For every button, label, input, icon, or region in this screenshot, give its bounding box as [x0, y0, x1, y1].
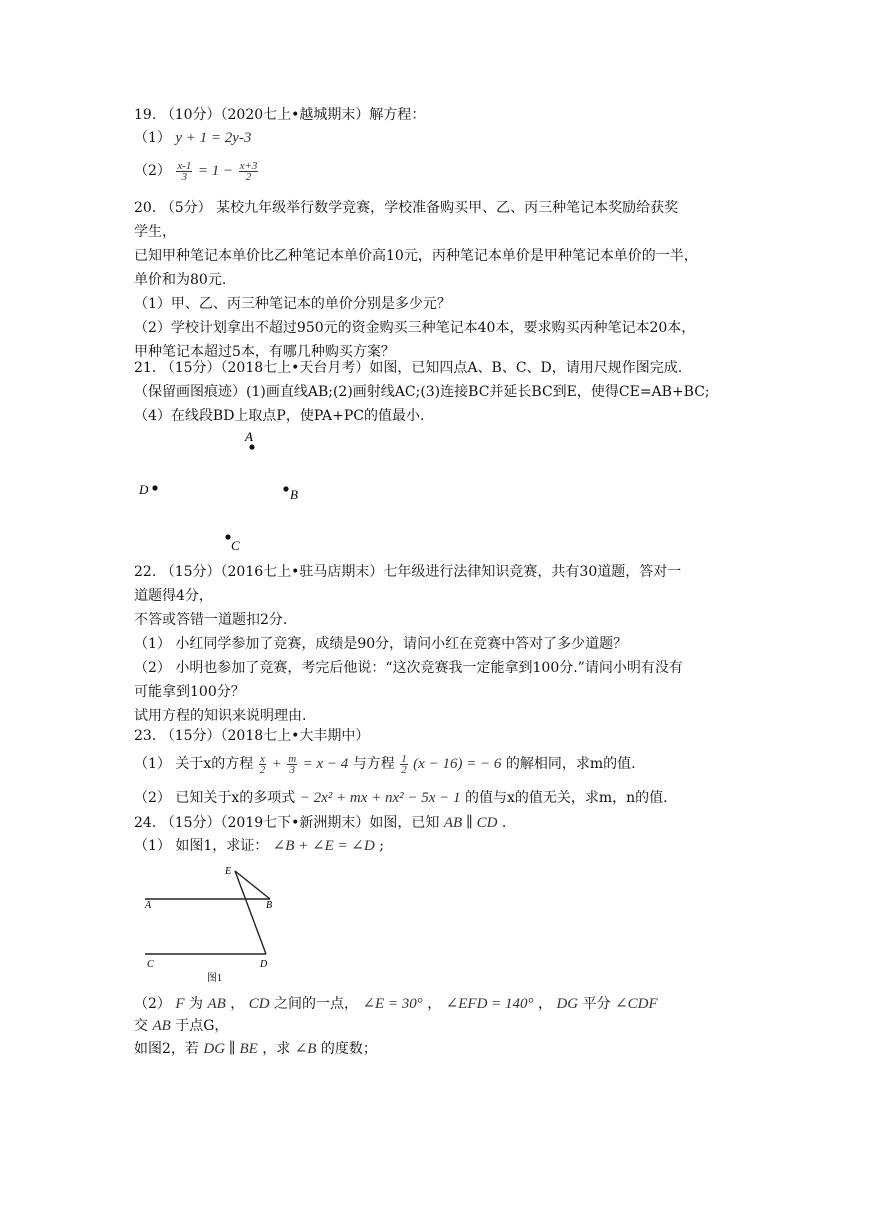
fig1-caption: 图1 — [207, 973, 222, 984]
q24-p2-b: 为 — [189, 996, 203, 1012]
q23-f2-den: 3 — [289, 763, 295, 776]
q22-line4: （1） 小红同学参加了竞赛，成绩是90分，请问小红在竞赛中答对了多少道题？ — [134, 636, 628, 652]
q20-line3: 已知甲种笔记本单价比乙种笔记本单价高10元，丙种笔记本单价是甲种笔记本单价的一半， — [134, 248, 698, 264]
q19-part1-label: （1） — [134, 130, 171, 146]
q20-line7: 甲种笔记本超过5本，有哪几种购买方案？ — [134, 344, 395, 360]
fig1-label-c: C — [147, 959, 154, 970]
q23-part1 — [134, 751, 636, 777]
q23-equation-1-rhs: = x − 4 — [302, 756, 349, 772]
q19-header: 19. （10分）（2020七上•越城期末）解方程： — [134, 107, 426, 123]
q24-p3-ab: AB — [152, 1018, 171, 1034]
q21-line2: （保留画图痕迹）(1)画直线AB;(2)画射线AC;(3)连接BC并延长BC到E，使得CE=AB+BC; — [134, 384, 710, 400]
point-b-dot — [283, 486, 288, 491]
q23-part1-text-a: （1） 关于x的方程 — [134, 756, 254, 772]
q23-plus: + — [271, 756, 282, 772]
q23-part2-text-b: 的值与x的值无关，求m，n的值. — [465, 790, 668, 806]
q19-frac2-num: x+3 — [239, 159, 258, 172]
q19-frac1-den: 3 — [181, 170, 188, 183]
q20-line4: 单价和为80元. — [134, 272, 227, 288]
q23-part2 — [134, 788, 668, 808]
q24-part1-end: ; — [379, 838, 384, 854]
q24-p2-f: ， — [538, 996, 553, 1012]
q19-frac1-num: x-1 — [177, 159, 192, 172]
fig1-label-a: A — [145, 900, 152, 911]
q22-line2: 道题得4分， — [134, 588, 213, 604]
q19-part1 — [134, 128, 251, 148]
q20-line2: 学生， — [134, 224, 176, 240]
q20-line1: 20. （5分） 某校九年级举行数学竞赛，学校准备购买甲、乙、丙三种笔记本奖励给获奖 — [134, 200, 679, 216]
q19-part1-equation: y + 1 = 2y-3 — [175, 130, 252, 146]
q23-fraction-x-2 — [259, 754, 267, 775]
q22-line5: （2） 小明也参加了竞赛，考完后他说：“这次竞赛我一定能拿到100分.”请问小明有没有 — [134, 660, 683, 676]
q24-header-text: 24. （15分）（2019七下•新洲期末）如图，已知 — [134, 815, 440, 831]
q19-part2-label: （2） — [134, 163, 171, 179]
q24-p2-c: ， — [230, 996, 245, 1012]
q23-f2-num: m — [288, 752, 297, 765]
q19-fraction-2 — [239, 161, 259, 182]
q24-part2-line1 — [134, 994, 658, 1014]
q24-p2-a: （2） — [134, 996, 171, 1012]
q24-angle-e: ∠E = 30° — [362, 996, 423, 1012]
q22-line3: 不答或答错一道题扣2分. — [134, 612, 288, 628]
q19-part2 — [134, 158, 259, 184]
q22-line7: 试用方程的知识来说明理由. — [134, 708, 307, 724]
point-a-dot — [249, 444, 254, 449]
point-d-label: D — [139, 482, 149, 497]
q24-part1-text: （1） 如图1，求证： — [134, 838, 269, 854]
q24-p2-g: 平分 — [582, 996, 611, 1012]
q23-part1-text-b: 与方程 — [352, 756, 395, 772]
fig1-label-d: D — [260, 959, 268, 970]
q21-line1: 21. （15分）（2018七上•天台月考）如图，已知四点A、B、C、D，请用尺规作图完成. — [134, 360, 683, 376]
q24-header — [134, 813, 506, 833]
q24-p4-b: ，求 — [262, 1041, 291, 1057]
q19-part2-middle: = 1 − — [197, 163, 234, 179]
q24-parallel-ab-cd: AB ∥ CD — [443, 815, 498, 831]
fig1-label-b: B — [266, 900, 273, 911]
fig1-label-e: E — [225, 866, 232, 877]
q24-p2-d: 之间的一点， — [273, 996, 358, 1012]
q24-part1 — [134, 836, 384, 856]
q22-line6: 可能拿到100分？ — [134, 684, 245, 700]
q23-part2-text-a: （2） 已知关于x的多项式 — [134, 790, 296, 806]
q24-part2-line2 — [134, 1016, 228, 1036]
q24-p3-b: 于点G， — [175, 1018, 229, 1034]
q23-f3-num: 1 — [401, 752, 407, 765]
q24-ab: AB — [207, 996, 226, 1012]
q23-fraction-half — [400, 754, 408, 775]
q24-point-f: F — [175, 996, 185, 1012]
q19-frac2-den: 2 — [245, 170, 252, 183]
q24-angle-b: ∠B — [294, 1041, 317, 1057]
point-d-dot — [152, 485, 157, 490]
q24-angle-efd: ∠EFD = 140° — [445, 996, 534, 1012]
q24-header-period: . — [501, 815, 507, 831]
point-c-dot — [225, 534, 230, 539]
q24-dg: DG — [556, 996, 579, 1012]
q24-part2-line3 — [134, 1039, 377, 1059]
point-b-label: B — [290, 487, 298, 502]
q23-f1-den: 2 — [259, 763, 266, 776]
q23-equation-2: (x − 16) = − 6 — [413, 756, 502, 772]
q24-p4-a: 如图2，若 — [134, 1041, 199, 1057]
q20-line6: （2）学校计划拿出不超过950元的资金购买三种笔记本40本，要求购买丙种笔记本20本， — [134, 320, 696, 336]
q23-f3-den: 2 — [401, 763, 407, 776]
point-c-label: C — [231, 538, 240, 553]
q21-line3: （4）在线段BD上取点P，使PA+PC的值最小. — [134, 408, 425, 424]
q23-fraction-m-3 — [287, 754, 297, 775]
q24-p2-e: ， — [427, 996, 442, 1012]
q20-line5: （1）甲、乙、丙三种笔记本的单价分别是多少元？ — [134, 296, 451, 312]
q24-dg-parallel-be: DG ∥ BE — [203, 1041, 258, 1057]
q24-cd: CD — [248, 996, 270, 1012]
q19-fraction-1 — [176, 161, 192, 182]
point-a-label: A — [245, 429, 253, 444]
q24-p3-a: 交 — [134, 1018, 148, 1034]
q23-header: 23. （15分）（2018七上•大丰期中） — [134, 728, 370, 744]
q24-figure-1 — [135, 862, 290, 990]
q22-line1: 22. （15分）（2016七上•驻马店期末）七年级进行法律知识竞赛，共有30道题，答对一 — [134, 564, 682, 580]
q24-angle-equation: ∠B + ∠E = ∠D — [272, 838, 375, 854]
q24-angle-cdf: ∠CDF — [615, 996, 658, 1012]
q24-p4-c: 的度数； — [320, 1041, 377, 1057]
q23-f1-num: x — [260, 752, 265, 765]
q23-part1-text-c: 的解相同，求m的值. — [505, 756, 636, 772]
q23-polynomial: − 2x² + mx + nx² − 5x − 1 — [299, 790, 461, 806]
q21-points-figure — [130, 425, 330, 560]
